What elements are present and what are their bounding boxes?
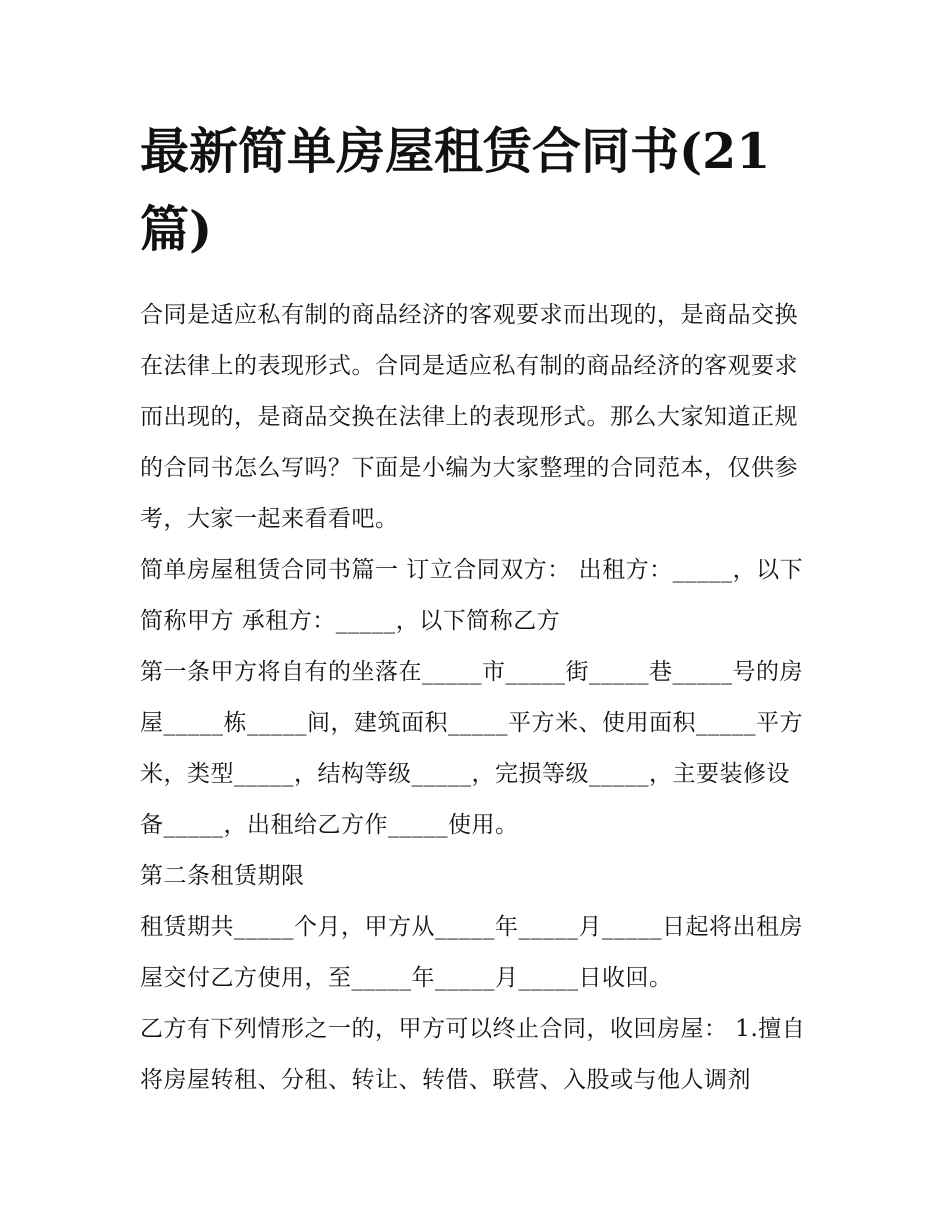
article-two-heading: 第二条租赁期限 [140,863,305,889]
article-one-paragraph: 第一条甲方将自有的坐落在_____市_____街_____巷_____号的房屋_____栋_____间，建筑面积_____平方米、使用面积_____平方米，类型_____，结构等级_____，完损等级_____，主要装修设备_____，出租给乙方作_____使用。 [140,659,803,838]
parties-paragraph: 简单房屋租赁合同书篇一 订立合同双方： 出租方：_____，以下简称甲方 承租方：_____，以下简称乙方 [140,557,804,634]
termination-paragraph: 乙方有下列情形之一的，甲方可以终止合同，收回房屋： 1.擅自将房屋转租、分租、转让、转借、联营、入股或与他人调剂 [140,1016,806,1093]
intro-paragraph: 合同是适应私有制的商品经济的客观要求而出现的，是商品交换在法律上的表现形式。合同是适应私有制的商品经济的客观要求而出现的，是商品交换在法律上的表现形式。那么大家知道正规的合同书怎么写吗？下面是小编为大家整理的合同范本，仅供参考，大家一起来看看吧。 [140,302,798,532]
document-title: 最新简单房屋租赁合同书(21篇) [140,122,771,258]
document-page [140,112,812,1106]
lease-term-paragraph: 租赁期共_____个月，甲方从_____年_____月_____日起将出租房屋交付乙方使用，至_____年_____月_____日收回。 [140,914,803,991]
